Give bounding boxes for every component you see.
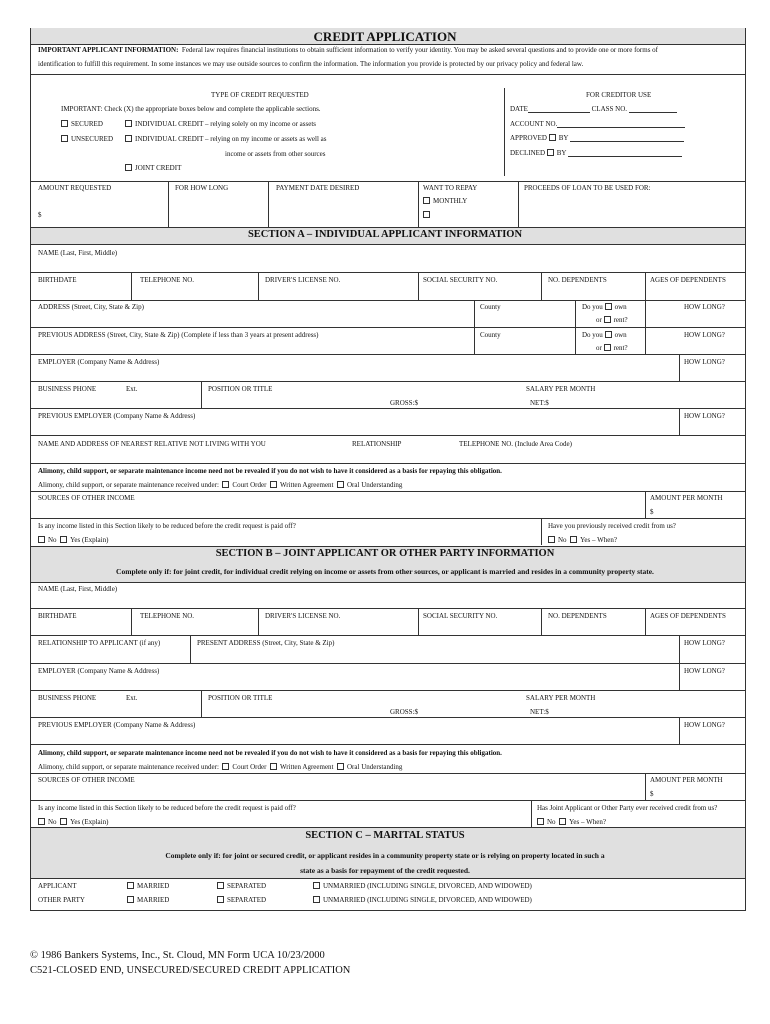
c-other-married-label: MARRIED [137, 896, 170, 904]
b-amount-per-month-label: AMOUNT PER MONTH [650, 776, 723, 784]
unsecured-checkbox[interactable] [61, 135, 68, 142]
a-own-label: own [614, 303, 627, 311]
a-ages-dependents-label: AGES OF DEPENDENTS [650, 276, 726, 284]
a-written-agreement-checkbox[interactable] [270, 481, 277, 488]
a-alimony-received-label: Alimony, child support, or separate maintenance received under: [38, 481, 219, 489]
declined-by-field[interactable] [568, 150, 682, 157]
a-position-label: POSITION OR TITLE [208, 385, 273, 393]
form-title: CREDIT APPLICATION [313, 29, 457, 44]
section-c-complete-only-2: state as a basis for repayment of the credit requested. [300, 866, 470, 875]
b-address-how-long-label: HOW LONG? [684, 639, 725, 647]
a-amount-per-month-label: AMOUNT PER MONTH [650, 494, 723, 502]
b-oral-understanding-checkbox[interactable] [337, 763, 344, 770]
a-rent-label: rent? [613, 316, 628, 324]
b-position-label: POSITION OR TITLE [208, 694, 273, 702]
b-reduced-yes-checkbox[interactable] [60, 818, 67, 825]
a-alimony-received [38, 481, 402, 489]
c-other-separated[interactable] [217, 896, 266, 904]
b-birthdate-label: BIRTHDATE [38, 612, 77, 620]
c-applicant-label: APPLICANT [38, 882, 77, 890]
b-gross-label: GROSS:$ [390, 708, 419, 716]
a-reduced-answers[interactable] [38, 536, 108, 544]
other-repay-option[interactable] [423, 211, 433, 219]
a-prev-rent-label: rent? [613, 344, 628, 352]
c-other-unmarried[interactable] [313, 896, 532, 904]
b-other-income-label: SOURCES OF OTHER INCOME [38, 776, 135, 784]
c-other-married[interactable] [127, 896, 169, 904]
monthly-checkbox[interactable] [423, 197, 430, 204]
a-reduced-yes-checkbox[interactable] [60, 536, 67, 543]
a-oral-understanding-checkbox[interactable] [337, 481, 344, 488]
b-net-label: NET:$ [530, 708, 549, 716]
a-prev-rent-checkbox[interactable] [604, 344, 611, 351]
a-prev-own-checkbox[interactable] [605, 331, 612, 338]
b-ages-dependents-label: AGES OF DEPENDENTS [650, 612, 726, 620]
a-relative-phone-label: TELEPHONE NO. (Include Area Code) [459, 440, 572, 448]
secured-checkbox[interactable] [61, 120, 68, 127]
a-prev-or-label: or [596, 344, 602, 352]
creditor-declined-row [510, 149, 682, 157]
approved-label: APPROVED [510, 134, 547, 142]
b-employer-label: EMPLOYER (Company Name & Address) [38, 667, 160, 675]
declined-by-label: BY [556, 149, 567, 157]
a-prev-rent-option[interactable] [596, 344, 628, 352]
individual-credit-1-checkbox[interactable] [125, 120, 132, 127]
amount-requested-label: AMOUNT REQUESTED [38, 184, 112, 192]
account-no-field[interactable] [557, 121, 685, 128]
for-how-long-label: FOR HOW LONG [175, 184, 229, 192]
c-applicant-married-checkbox[interactable] [127, 882, 134, 889]
a-prev-employer-label: PREVIOUS EMPLOYER (Company Name & Address) [38, 412, 196, 420]
important-text-1: Federal law requires financial institutions to obtain sufficient information to verify your identity. You may be asked several questions and to provide one or more forms of [181, 46, 659, 54]
b-joint-credit-question: Has Joint Applicant or Other Party ever received credit from us? [537, 804, 718, 812]
individual-credit-2-cont: income or assets from other sources [225, 150, 326, 158]
a-written-agreement-label: Written Agreement [279, 481, 334, 489]
a-net-label: NET:$ [530, 399, 549, 407]
b-no-dependents-label: NO. DEPENDENTS [548, 612, 607, 620]
c-applicant-unmarried-checkbox[interactable] [313, 882, 320, 889]
a-reduced-question: Is any income listed in this Section likely to be reduced before the credit request is paid off? [38, 522, 296, 530]
individual-credit-1-label: INDIVIDUAL CREDIT – relying solely on my income or assets [135, 120, 316, 128]
creditor-date-row [510, 105, 677, 113]
b-present-address-label: PRESENT ADDRESS (Street, City, State & Zip) [197, 639, 335, 647]
joint-credit-label: JOINT CREDIT [135, 164, 182, 172]
a-or-label: or [596, 316, 602, 324]
footer-form-name: C521-CLOSED END, UNSECURED/SECURED CREDIT APPLICATION [30, 965, 351, 976]
a-prev-address-label: PREVIOUS ADDRESS (Street, City, State & Zip) (Complete if less than 3 years at present address) [38, 331, 319, 339]
b-amount-dollar[interactable]: $ [650, 790, 654, 798]
a-salary-label: SALARY PER MONTH [526, 385, 596, 393]
b-telephone-label: TELEPHONE NO. [140, 612, 195, 620]
a-prev-credit-no-label: No [558, 536, 567, 544]
important-text-2: identification to fulfill this requirement. In some instances we may use outside sources to confirm the information. The information you provide is protected by our privacy policy and federal law. [38, 60, 584, 68]
c-applicant-married[interactable] [127, 882, 169, 890]
a-prev-county-label: County [480, 331, 501, 339]
b-reduced-answers[interactable] [38, 818, 108, 826]
b-written-agreement-checkbox[interactable] [270, 763, 277, 770]
a-birthdate-label: BIRTHDATE [38, 276, 77, 284]
payment-date-label: PAYMENT DATE DESIRED [276, 184, 360, 192]
b-reduced-question: Is any income listed in this Section likely to be reduced before the credit request is paid off? [38, 804, 296, 812]
b-oral-understanding-label: Oral Understanding [347, 763, 403, 771]
c-applicant-unmarried[interactable] [313, 882, 532, 890]
approved-by-field[interactable] [570, 135, 684, 142]
a-no-dependents-label: NO. DEPENDENTS [548, 276, 607, 284]
c-applicant-separated[interactable] [217, 882, 266, 890]
amount-requested-dollar[interactable]: $ [38, 211, 42, 219]
b-alimony-received-label: Alimony, child support, or separate maintenance received under: [38, 763, 219, 771]
declined-checkbox[interactable] [547, 149, 554, 156]
b-alimony-received [38, 763, 402, 771]
a-reduced-no-label: No [48, 536, 57, 544]
a-ssn-label: SOCIAL SECURITY NO. [423, 276, 498, 284]
b-written-agreement-label: Written Agreement [279, 763, 334, 771]
proceeds-label: PROCEEDS OF LOAN TO BE USED FOR: [524, 184, 651, 192]
b-prev-employer-how-long-label: HOW LONG? [684, 721, 725, 729]
section-a-title: SECTION A – INDIVIDUAL APPLICANT INFORMATION [247, 229, 523, 240]
b-ext-label: Ext. [126, 694, 138, 702]
date-field[interactable] [528, 106, 590, 113]
b-ssn-label: SOCIAL SECURITY NO. [423, 612, 498, 620]
creditor-use-header: FOR CREDITOR USE [586, 91, 652, 99]
joint-credit-checkbox[interactable] [125, 164, 132, 171]
a-drivers-license-label: DRIVER'S LICENSE NO. [265, 276, 341, 284]
a-telephone-label: TELEPHONE NO. [140, 276, 195, 284]
b-name-label: NAME (Last, First, Middle) [38, 585, 118, 593]
a-prev-employer-how-long-label: HOW LONG? [684, 412, 725, 420]
account-no-label: ACCOUNT NO. [510, 120, 558, 128]
date-label: DATE [510, 105, 528, 113]
approved-checkbox[interactable] [549, 134, 556, 141]
b-reduced-yes-label: Yes (Explain) [70, 818, 109, 826]
a-relationship-label: RELATIONSHIP [352, 440, 402, 448]
b-prev-employer-label: PREVIOUS EMPLOYER (Company Name & Address) [38, 721, 196, 729]
b-court-order-label: Court Order [232, 763, 267, 771]
credit-type-header: TYPE OF CREDIT REQUESTED [211, 91, 309, 99]
creditor-approved-row [510, 134, 684, 142]
want-to-repay-label: WANT TO REPAY [423, 184, 478, 192]
a-own-checkbox[interactable] [605, 303, 612, 310]
a-prev-credit-yes-checkbox[interactable] [570, 536, 577, 543]
a-prev-how-long-label: HOW LONG? [684, 331, 725, 339]
a-prev-own-option[interactable] [582, 331, 627, 339]
a-employer-label: EMPLOYER (Company Name & Address) [38, 358, 160, 366]
a-other-income-label: SOURCES OF OTHER INCOME [38, 494, 135, 502]
individual-credit-2-label: INDIVIDUAL CREDIT – relying on my income or assets as well as [135, 135, 327, 143]
a-business-phone-label: BUSINESS PHONE [38, 385, 97, 393]
joint-credit-option[interactable] [125, 164, 181, 172]
class-no-label: CLASS NO. [591, 105, 628, 113]
b-joint-credit-yes-checkbox[interactable] [559, 818, 566, 825]
section-c-title: SECTION C – MARITAL STATUS [305, 830, 465, 841]
section-b-complete-only: Complete only if: for joint credit, for individual credit relying on income or assets from other sources, or applicant is married and resides in a community property state. [116, 567, 654, 576]
b-court-order-checkbox[interactable] [222, 763, 229, 770]
c-applicant-unmarried-label: UNMARRIED (INCLUDING SINGLE, DIVORCED, AND WIDOWED) [323, 882, 532, 890]
section-b-title: SECTION B – JOINT APPLICANT OR OTHER PARTY INFORMATION [215, 548, 555, 559]
a-court-order-checkbox[interactable] [222, 481, 229, 488]
c-other-married-checkbox[interactable] [127, 896, 134, 903]
a-court-order-label: Court Order [232, 481, 267, 489]
a-name-label: NAME (Last, First, Middle) [38, 249, 118, 257]
a-prev-credit-question: Have you previously received credit from us? [548, 522, 676, 530]
individual-credit-2-option[interactable] [125, 135, 327, 143]
b-joint-credit-yes-label: Yes – When? [569, 818, 606, 826]
b-joint-credit-answers[interactable] [537, 818, 606, 826]
a-how-long-label: HOW LONG? [684, 303, 725, 311]
b-drivers-license-label: DRIVER'S LICENSE NO. [265, 612, 341, 620]
secured-label: SECURED [71, 120, 103, 128]
unsecured-label: UNSECURED [71, 135, 114, 143]
a-employer-how-long-label: HOW LONG? [684, 358, 725, 366]
c-applicant-married-label: MARRIED [137, 882, 170, 890]
b-joint-credit-no-label: No [547, 818, 556, 826]
important-info [38, 46, 658, 54]
monthly-option[interactable] [423, 197, 467, 205]
footer-copyright: © 1986 Bankers Systems, Inc., St. Cloud, MN Form UCA 10/23/2000 [30, 950, 325, 961]
a-address-label: ADDRESS (Street, City, State & Zip) [38, 303, 144, 311]
a-amount-dollar[interactable]: $ [650, 508, 654, 516]
creditor-account-row [510, 120, 685, 128]
declined-label: DECLINED [510, 149, 545, 157]
a-do-you-label: Do you [582, 303, 603, 311]
a-ext-label: Ext. [126, 385, 138, 393]
important-label: IMPORTANT APPLICANT INFORMATION: [38, 46, 179, 54]
b-reduced-no-label: No [48, 818, 57, 826]
a-prev-own-label: own [614, 331, 627, 339]
unsecured-option[interactable] [61, 135, 113, 143]
a-alimony-notice: Alimony, child support, or separate maintenance income need not be revealed if you do not wish to have it considered as a basis for repaying this obligation. [38, 467, 502, 475]
section-c-complete-only-1: Complete only if: for joint or secured credit, or applicant resides in a community property state or is relying on property located in such a [165, 851, 605, 860]
other-repay-checkbox[interactable] [423, 211, 430, 218]
a-rent-option[interactable] [596, 316, 628, 324]
a-county-label: County [480, 303, 501, 311]
c-other-unmarried-label: UNMARRIED (INCLUDING SINGLE, DIVORCED, AND WIDOWED) [323, 896, 532, 904]
individual-credit-2-checkbox[interactable] [125, 135, 132, 142]
c-other-separated-checkbox[interactable] [217, 896, 224, 903]
c-applicant-separated-label: SEPARATED [227, 882, 267, 890]
c-other-separated-label: SEPARATED [227, 896, 267, 904]
c-applicant-separated-checkbox[interactable] [217, 882, 224, 889]
c-other-party-label: OTHER PARTY [38, 896, 85, 904]
b-reduced-no-checkbox[interactable] [38, 818, 45, 825]
credit-type-instruction: IMPORTANT: Check (X) the appropriate boxes below and complete the applicable sections. [61, 105, 321, 113]
approved-by-label: BY [558, 134, 569, 142]
b-relationship-label: RELATIONSHIP TO APPLICANT (if any) [38, 639, 161, 647]
a-rent-checkbox[interactable] [604, 316, 611, 323]
a-prev-do-you-label: Do you [582, 331, 603, 339]
a-own-option[interactable] [582, 303, 627, 311]
b-employer-how-long-label: HOW LONG? [684, 667, 725, 675]
individual-credit-1-option[interactable] [125, 120, 316, 128]
a-prev-credit-answers[interactable] [548, 536, 617, 544]
a-oral-understanding-label: Oral Understanding [347, 481, 403, 489]
monthly-label: MONTHLY [433, 197, 468, 205]
secured-option[interactable] [61, 120, 103, 128]
a-prev-credit-yes-label: Yes – When? [580, 536, 617, 544]
b-joint-credit-no-checkbox[interactable] [537, 818, 544, 825]
a-gross-label: GROSS:$ [390, 399, 419, 407]
b-salary-label: SALARY PER MONTH [526, 694, 596, 702]
a-reduced-no-checkbox[interactable] [38, 536, 45, 543]
a-prev-credit-no-checkbox[interactable] [548, 536, 555, 543]
class-no-field[interactable] [629, 106, 677, 113]
b-alimony-notice: Alimony, child support, or separate maintenance income need not be revealed if you do not wish to have it considered as a basis for repaying this obligation. [38, 749, 502, 757]
c-other-unmarried-checkbox[interactable] [313, 896, 320, 903]
b-business-phone-label: BUSINESS PHONE [38, 694, 97, 702]
a-relative-label: NAME AND ADDRESS OF NEAREST RELATIVE NOT LIVING WITH YOU [38, 440, 266, 448]
a-reduced-yes-label: Yes (Explain) [70, 536, 109, 544]
